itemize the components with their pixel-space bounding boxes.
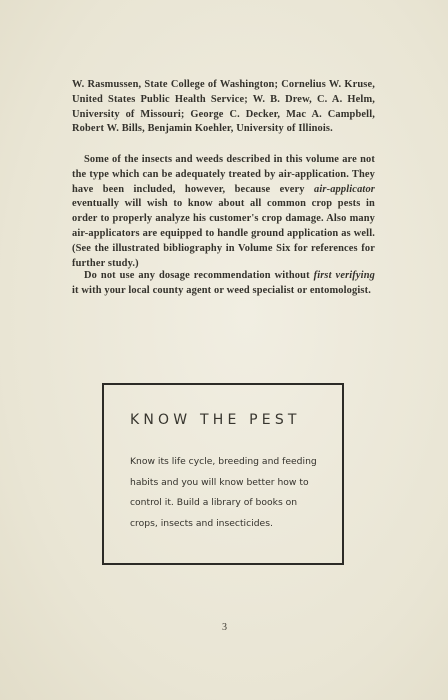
box-line: habits and you will know better how to xyxy=(130,476,309,488)
scope-text-b: eventually will wish to know about all common crop pests in order to properly analyze his customer's crop damage. Also many air-applicators are equipped to handle ground application as well. (See the illustrated bibliography in Volume Six for references for further study.) xyxy=(72,198,375,269)
dosage-emphasis: first verifying xyxy=(313,270,375,281)
scope-emphasis: air-applicator xyxy=(314,183,375,195)
page-number: 3 xyxy=(222,622,227,633)
box-line: Know its life cycle, breeding and feeding xyxy=(130,456,317,467)
scope-paragraph xyxy=(72,153,375,271)
dosage-warning-paragraph xyxy=(72,269,375,299)
box-line: control it. Build a library of books on xyxy=(130,497,298,508)
acknowledgments-paragraph: W. Rasmussen, State College of Washington; Cornelius W. Kruse, United States Public Health Service; W. B. Drew, C. A. Helm, University of Missouri; George C. Decker, Mac A. Campbell, Robert W. Bills, Benjamin Koehler, University of Illinois. xyxy=(72,79,375,135)
dosage-text-a: Do not use any dosage recommendation without xyxy=(84,270,314,281)
box-line: crops, insects and insecticides. xyxy=(130,517,273,529)
box-title: KNOW THE PEST xyxy=(130,412,301,428)
box-body xyxy=(130,452,330,534)
scope-text-a: Some of the insects and weeds described in this volume are not the type which can be adequately treated by air-application. They have been included, however, because every xyxy=(72,154,375,195)
know-the-pest-box xyxy=(102,383,344,565)
dosage-text-b: it with your local county agent or weed specialist or entomologist. xyxy=(72,284,371,296)
